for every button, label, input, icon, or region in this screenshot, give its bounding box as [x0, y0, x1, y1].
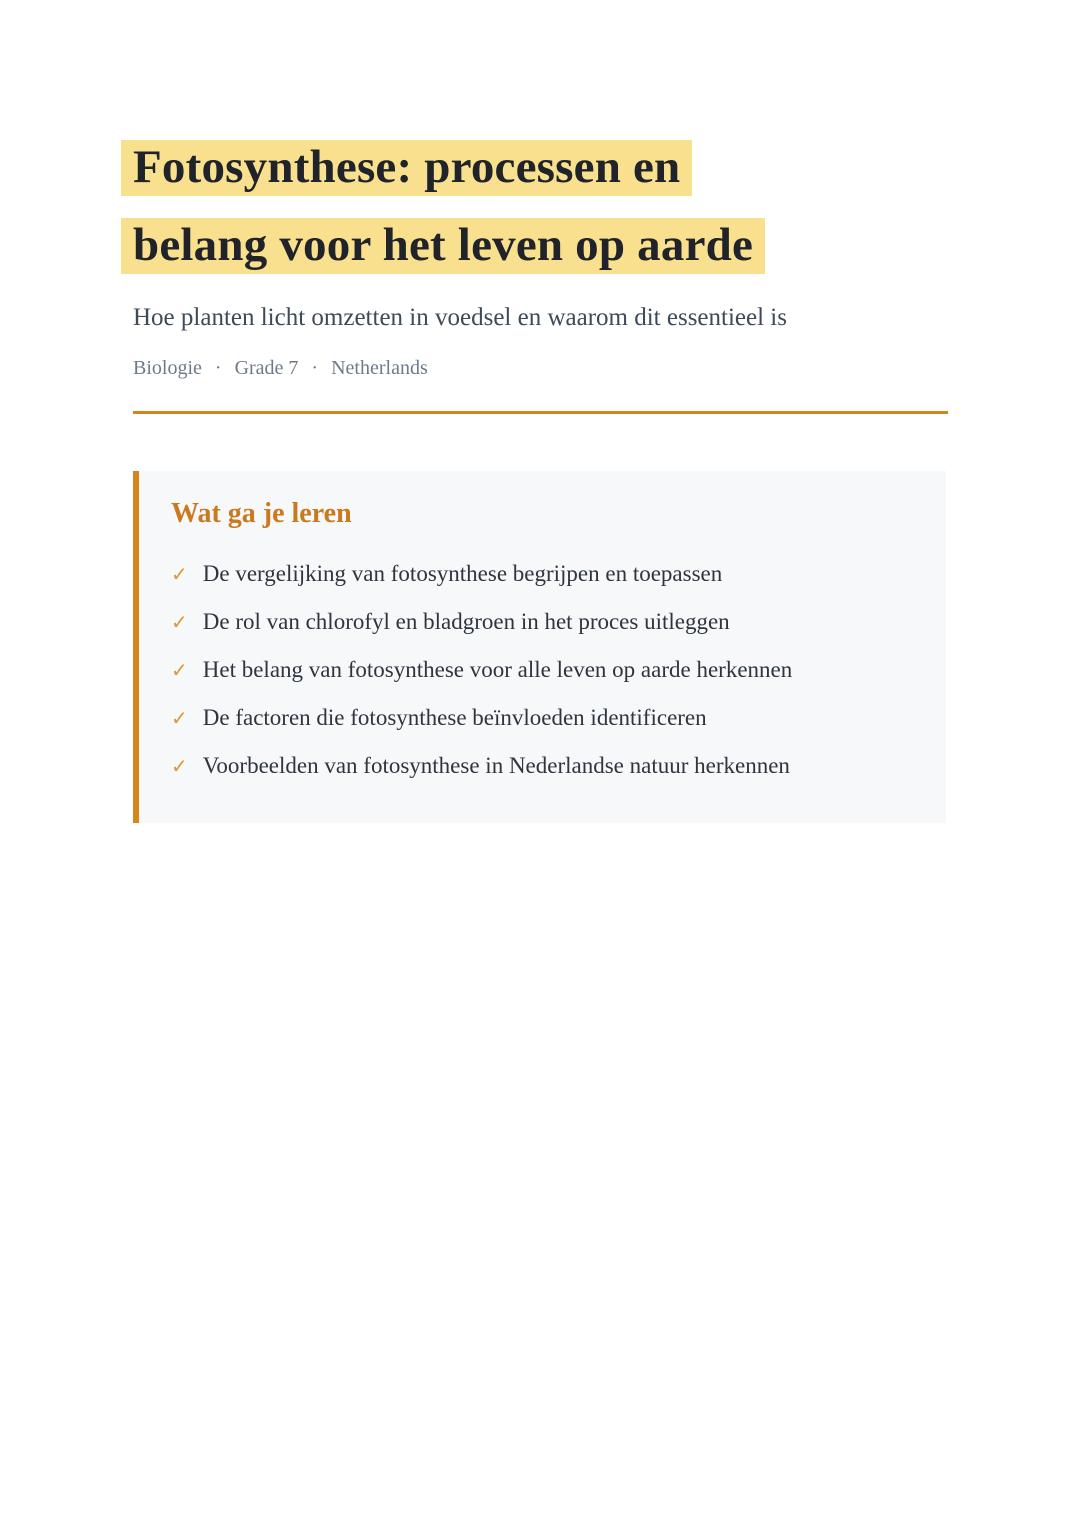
- objective-text: Het belang van fotosynthese voor alle leven op aarde herkennen: [202, 657, 793, 682]
- title-highlight-line-1: Fotosynthese: processen en: [121, 140, 692, 196]
- learning-objectives-card: [133, 471, 946, 823]
- meta-separator: ·: [311, 357, 319, 379]
- section-divider: [133, 411, 948, 414]
- meta-region: Netherlands: [331, 357, 428, 379]
- check-icon: ✓: [171, 754, 188, 778]
- objective-item: [171, 655, 906, 685]
- objective-item: [171, 607, 906, 637]
- lesson-meta: [133, 357, 948, 380]
- objective-text: Voorbeelden van fotosynthese in Nederlandse natuur herkennen: [202, 753, 790, 778]
- objective-item: [171, 703, 906, 733]
- check-icon: ✓: [171, 610, 188, 634]
- meta-grade: Grade 7: [234, 357, 299, 379]
- lesson-page: [133, 0, 948, 823]
- lesson-subtitle: Hoe planten licht omzetten in voedsel en waarom dit essentieel is: [133, 304, 787, 331]
- objectives-list: [171, 559, 906, 781]
- meta-separator: ·: [214, 357, 222, 379]
- objective-text: De vergelijking van fotosynthese begrijpen en toepassen: [202, 561, 723, 586]
- check-icon: ✓: [171, 562, 188, 586]
- objective-text: De factoren die fotosynthese beïnvloeden identificeren: [202, 705, 707, 730]
- check-icon: ✓: [171, 706, 188, 730]
- objective-item: [171, 559, 906, 589]
- objective-text: De rol van chlorofyl en bladgroen in het proces uitleggen: [202, 609, 730, 634]
- learning-objectives-heading: Wat ga je leren: [171, 498, 352, 529]
- objective-item: [171, 751, 906, 781]
- title-highlight-line-2: belang voor het leven op aarde: [121, 218, 765, 274]
- check-icon: ✓: [171, 658, 188, 682]
- page-title: [133, 128, 948, 284]
- meta-subject: Biologie: [133, 357, 202, 379]
